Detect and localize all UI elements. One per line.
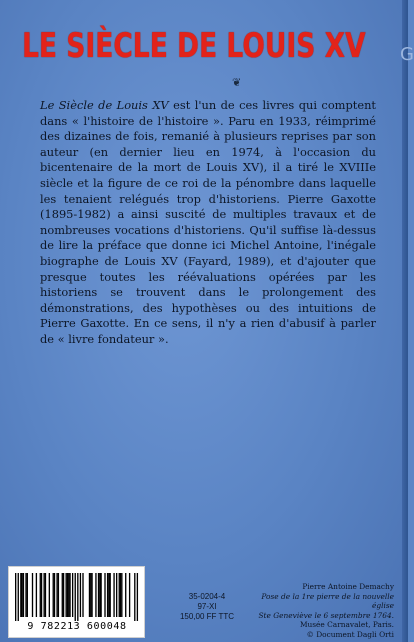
- barcode-bar: [90, 573, 91, 617]
- barcode-bar: [125, 573, 126, 617]
- spine-edge: [400, 0, 414, 642]
- barcode-bar: [18, 573, 19, 621]
- credit-work: Pose de la 1re pierre de la nouvelle église: [261, 591, 394, 611]
- barcode-bar: [108, 573, 109, 617]
- barcode-bar: [75, 573, 76, 621]
- barcode-bar: [67, 573, 68, 617]
- barcode-bar: [32, 573, 33, 617]
- barcode-bar: [107, 573, 108, 617]
- barcode-bar: [116, 573, 117, 617]
- image-credits: [244, 582, 394, 640]
- barcode-bar: [77, 573, 78, 621]
- barcode-bars: [15, 573, 138, 621]
- barcode-bar: [113, 573, 114, 617]
- credit-museum: Musée Carnavalet, Paris.: [299, 620, 394, 630]
- barcode-bar: [99, 573, 100, 617]
- barcode-bar: [62, 573, 63, 617]
- barcode-bar: [40, 573, 41, 617]
- barcode-bar: [137, 573, 138, 621]
- barcode-bar: [68, 573, 69, 617]
- isbn-number: 9 782213 600048: [27, 621, 127, 632]
- barcode-bar: [120, 573, 121, 617]
- barcode-bar: [129, 573, 130, 617]
- barcode-bar: [54, 573, 55, 617]
- blurb-text: [40, 98, 376, 348]
- barcode-bar: [58, 573, 59, 617]
- barcode-bar: [53, 573, 54, 617]
- barcode-bar: [69, 573, 70, 617]
- barcode-bar: [41, 573, 42, 617]
- barcode-bar: [119, 573, 120, 617]
- price-line: 150,00 FF TTC: [179, 612, 235, 621]
- barcode-bar: [110, 573, 111, 617]
- credit-date: Ste Geneviève le 6 septembre 1764.: [258, 610, 394, 620]
- barcode-bar: [15, 573, 16, 621]
- blurb-book-title: Le Siècle de Louis XV: [40, 98, 169, 112]
- barcode-bar: [49, 573, 50, 617]
- barcode-bar: [95, 573, 96, 617]
- spine-letter: G: [400, 44, 414, 65]
- credit-artist: Pierre Antoine Demachy: [302, 582, 394, 591]
- barcode-bar: [20, 573, 21, 617]
- barcode-bar: [98, 573, 99, 617]
- barcode-bar: [72, 573, 73, 617]
- barcode-bar: [23, 573, 24, 617]
- ornament-icon: ❦: [232, 76, 242, 89]
- barcode-bar: [25, 573, 26, 617]
- barcode-bar: [104, 573, 105, 617]
- credit-copyright: © Document Dagli Orti: [306, 629, 394, 639]
- blurb-body: est l'un de ces livres qui comptent dans « l'histoire de l'histoire ». Paru en 1933, réimprimé des dizaines de fois, remanié à plusieurs reprises par son auteur (en dernier lieu en 1974, à l'occasion du bicentenaire de la mort de Louis XV), il a tiré le XVIIIe siècle et la figure de ce roi de la pénombre dans laquelle les tenaient relégués trop d'historiens. Pierre Gaxotte (1895-1982) a ainsi suscité de multiples travaux et de nombreuses vocations d'historiens. Qu'il suffise là-dessus de lire la préface que donne ici Michel Antoine, l'inégale biographe de Louis XV (Fayard, 1989), et d'ajouter que presque toutes les réévaluations opérées par les historiens se trouvent dans le prolongement des démonstrations, des hypothèses ou des intuitions de Pierre Gaxotte. En ce sens, il n'y a rien d'abusif à parler de « livre fondateur ».: [40, 98, 376, 346]
- barcode-bar: [56, 573, 57, 617]
- barcode-bar: [36, 573, 37, 617]
- barcode-bar: [134, 573, 135, 621]
- barcode-bar: [65, 573, 66, 617]
- barcode-bar: [45, 573, 46, 617]
- blurb-paragraph: [40, 98, 376, 348]
- barcode-bar: [82, 573, 83, 617]
- barcode-bar: [121, 573, 122, 617]
- barcode-bar: [27, 573, 28, 617]
- barcode-bar: [89, 573, 90, 617]
- barcode-bar: [80, 573, 81, 617]
- barcode-bar: [100, 573, 101, 617]
- barcode-bar: [21, 573, 22, 617]
- code-line-2: 97-XI: [197, 602, 217, 611]
- barcode: [8, 566, 145, 638]
- barcode-bar: [43, 573, 44, 617]
- price-codes: [172, 592, 242, 622]
- barcode-bar: [91, 573, 92, 617]
- barcode-bar: [63, 573, 64, 617]
- book-title: LE SIÈCLE DE LOUIS XV: [22, 26, 366, 66]
- code-line-1: 35-0204-4: [188, 592, 226, 601]
